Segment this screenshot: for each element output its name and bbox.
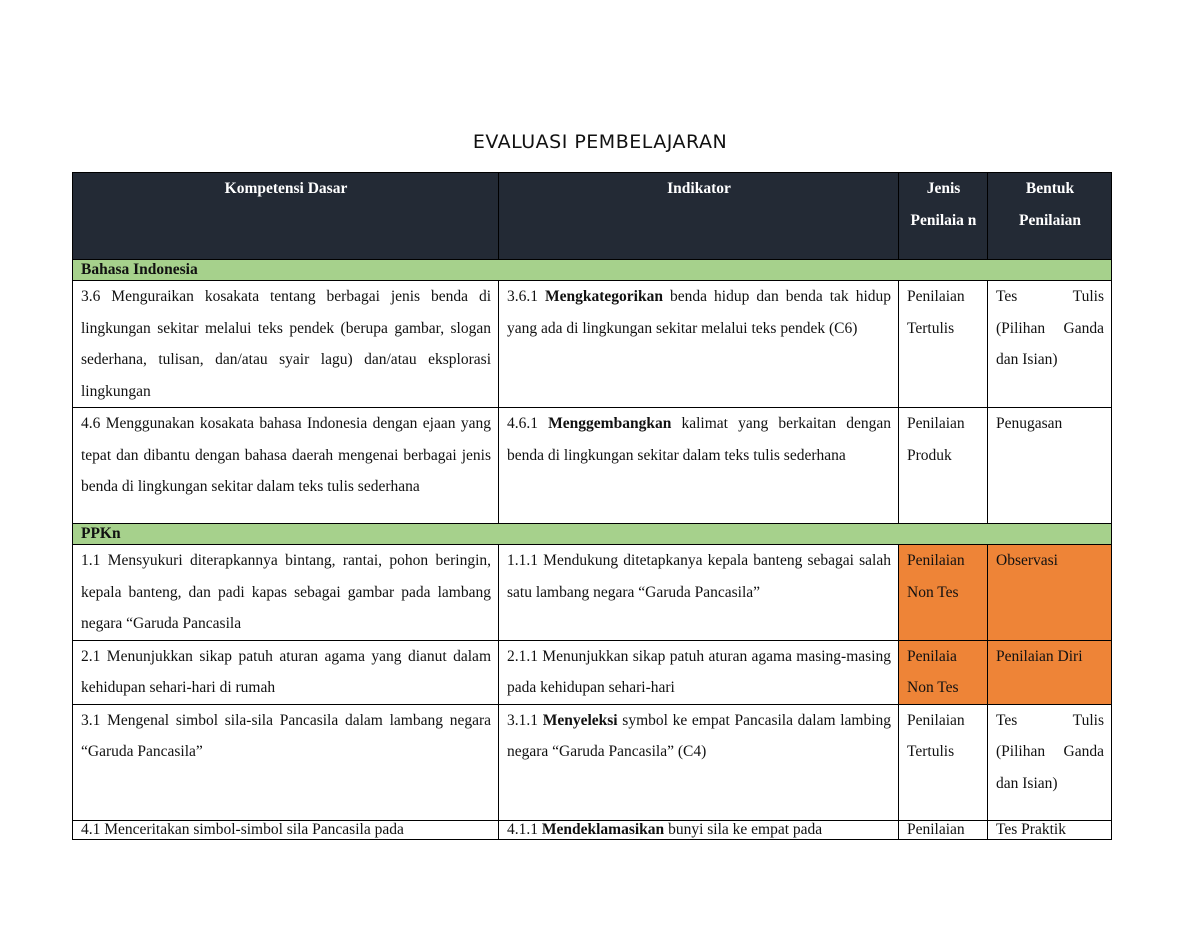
header-jenis-penilaian: Jenis Penilaia n xyxy=(899,173,988,260)
jenis-cell: Penilaia Non Tes xyxy=(899,640,988,704)
indikator-text: bunyi sila ke empat pada xyxy=(668,820,823,838)
indikator-number: 4.6.1 xyxy=(507,415,538,432)
bentuk-cell: Observasi xyxy=(988,545,1112,641)
indikator-number: 3.6.1 xyxy=(507,288,538,305)
kd-cell: 3.6 Menguraikan kosakata tentang berbagai jenis benda di lingkungan sekitar melalui teks pendek (berupa gambar, slogan sederhana, tulisan, dan/atau syair lagu) dan/atau eksplorasi lingkungan xyxy=(73,281,499,408)
kd-cell: 2.1 Menunjukkan sikap patuh aturan agama yang dianut dalam kehidupan sehari-hari di rumah xyxy=(73,640,499,704)
indikator-verb: Menggembangkan xyxy=(548,415,672,432)
kd-cell: 4.1 Menceritakan simbol-simbol sila Pancasila pada xyxy=(73,820,499,839)
indikator-text: kalimat yang berkaitan dengan benda di lingkungan sekitar dalam teks tulis sederhana xyxy=(507,415,892,464)
indikator-cell xyxy=(499,704,899,820)
bentuk-cell: Penilaian Diri xyxy=(988,640,1112,704)
kd-cell: 3.1 Mengenal simbol sila-sila Pancasila dalam lambang negara “Garuda Pancasila” xyxy=(73,704,499,820)
header-indikator: Indikator xyxy=(499,173,899,260)
section-row-ppkn xyxy=(73,524,1112,545)
indikator-verb: Menyeleksi xyxy=(542,711,618,729)
indikator-verb: Mendeklamasikan xyxy=(541,820,665,838)
indikator-text: symbol ke empat Pancasila dalam lambing negara “Garuda Pancasila” (C4) xyxy=(507,711,892,760)
indikator-cell: 2.1.1 Menunjukkan sikap patuh aturan agama masing-masing pada kehidupan sehari-hari xyxy=(499,640,899,704)
indikator-cell: 1.1.1 Mendukung ditetapkanya kepala banteng sebagai salah satu lambang negara “Garuda Pancasila” xyxy=(499,545,899,641)
table-row xyxy=(73,640,1112,704)
jenis-cell: Penilaian xyxy=(899,820,988,839)
bentuk-cell: Tes Tulis (Pilihan Ganda dan Isian) xyxy=(988,704,1112,820)
header-kompetensi-dasar: Kompetensi Dasar xyxy=(73,173,499,260)
evaluation-table xyxy=(72,172,1112,840)
section-title: PPKn xyxy=(73,524,1112,545)
jenis-cell: Penilaian Tertulis xyxy=(899,281,988,408)
indikator-cell xyxy=(499,820,899,839)
table-row xyxy=(73,820,1112,839)
jenis-cell: Penilaian Produk xyxy=(899,408,988,524)
bentuk-cell: Tes Tulis (Pilihan Ganda dan Isian) xyxy=(988,281,1112,408)
section-row-bahasa-indonesia xyxy=(73,260,1112,281)
bentuk-cell: Tes Praktik xyxy=(988,820,1112,839)
section-title: Bahasa Indonesia xyxy=(73,260,1112,281)
table-row xyxy=(73,545,1112,641)
jenis-cell: Penilaian Tertulis xyxy=(899,704,988,820)
indikator-verb: Mengkategorikan xyxy=(545,288,663,305)
table-row xyxy=(73,281,1112,408)
kd-cell: 1.1 Mensyukuri diterapkannya bintang, rantai, pohon beringin, kepala banteng, dan padi kapas sebagai gambar pada lambang negara “Garuda Pancasila xyxy=(73,545,499,641)
indikator-number: 3.1.1 xyxy=(507,711,538,729)
indikator-text: benda hidup dan benda tak hidup yang ada di lingkungan sekitar melalui teks pendek (C6) xyxy=(507,288,892,337)
table-header-row xyxy=(73,173,1112,260)
table-row xyxy=(73,704,1112,820)
bentuk-cell: Penugasan xyxy=(988,408,1112,524)
indikator-cell xyxy=(499,281,899,408)
header-bentuk-penilaian: Bentuk Penilaian xyxy=(988,173,1112,260)
jenis-cell: Penilaian Non Tes xyxy=(899,545,988,641)
indikator-number: 4.1.1 xyxy=(507,820,538,838)
page-title: EVALUASI PEMBELAJARAN xyxy=(472,131,728,153)
kd-cell: 4.6 Menggunakan kosakata bahasa Indonesia dengan ejaan yang tepat dan dibantu dengan bahasa daerah mengenai berbagai jenis benda di lingkungan sekitar dalam teks tulis sederhana xyxy=(73,408,499,524)
indikator-cell xyxy=(499,408,899,524)
table-row xyxy=(73,408,1112,524)
